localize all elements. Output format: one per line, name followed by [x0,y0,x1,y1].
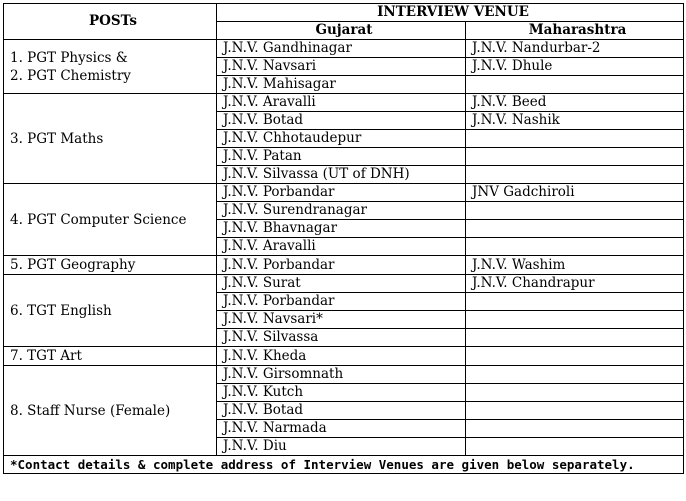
maharashtra-venue [466,220,684,238]
gujarat-venue: J.N.V. Aravalli [217,94,466,112]
maharashtra-venue [466,402,684,420]
maharashtra-venue [466,202,684,220]
table-row [4,94,684,112]
post-cell [4,256,217,275]
gujarat-venue: J.N.V. Silvassa [217,329,466,347]
footnote: *Contact details & complete address of Interview Venues are given below separately. [4,456,684,474]
gujarat-venue: J.N.V. Mahisagar [217,76,466,94]
maharashtra-header: Maharashtra [466,22,684,40]
gujarat-venue: J.N.V. Botad [217,112,466,130]
gujarat-venue: J.N.V. Diu [217,438,466,456]
post-cell [4,275,217,347]
table-row [4,40,684,58]
post-name: 1. PGT Physics & [10,49,128,66]
maharashtra-venue: J.N.V. Nandurbar-2 [466,40,684,58]
maharashtra-venue: J.N.V. Chandrapur [466,275,684,293]
post-cell [4,184,217,256]
maharashtra-venue [466,148,684,166]
gujarat-venue: J.N.V. Kheda [217,347,466,366]
footnote-row [4,456,684,474]
posts-header: POSTs [4,4,217,40]
gujarat-venue: J.N.V. Porbandar [217,184,466,202]
maharashtra-venue [466,166,684,184]
gujarat-venue: J.N.V. Surat [217,275,466,293]
post-name: 3. PGT Maths [10,130,104,147]
gujarat-venue: J.N.V. Kutch [217,384,466,402]
post-name: 6. TGT English [10,302,112,319]
gujarat-venue: J.N.V. Navsari [217,58,466,76]
gujarat-venue: J.N.V. Navsari* [217,311,466,329]
gujarat-venue: J.N.V. Surendranagar [217,202,466,220]
post-name: 5. PGT Geography [10,257,136,273]
maharashtra-venue [466,311,684,329]
maharashtra-venue [466,384,684,402]
maharashtra-venue [466,366,684,384]
gujarat-venue: J.N.V. Bhavnagar [217,220,466,238]
maharashtra-venue [466,347,684,366]
interview-venue-table [3,3,684,474]
table-row [4,275,684,293]
maharashtra-venue [466,420,684,438]
maharashtra-venue [466,438,684,456]
gujarat-venue: J.N.V. Girsomnath [217,366,466,384]
gujarat-venue: J.N.V. Gandhinagar [217,40,466,58]
table-row [4,366,684,384]
post-cell [4,366,217,456]
maharashtra-venue [466,329,684,347]
post-cell [4,94,217,184]
maharashtra-venue: JNV Gadchiroli [466,184,684,202]
maharashtra-venue [466,130,684,148]
post-cell [4,347,217,366]
maharashtra-venue: J.N.V. Beed [466,94,684,112]
gujarat-venue: J.N.V. Narmada [217,420,466,438]
interview-venue-header: INTERVIEW VENUE [217,4,684,22]
table-row [4,256,684,275]
gujarat-venue: J.N.V. Porbandar [217,256,466,275]
gujarat-venue: J.N.V. Porbandar [217,293,466,311]
maharashtra-venue [466,238,684,256]
post-name: 2. PGT Chemistry [10,67,131,84]
post-name: 8. Staff Nurse (Female) [10,402,171,419]
gujarat-venue: J.N.V. Chhotaudepur [217,130,466,148]
gujarat-header: Gujarat [217,22,466,40]
maharashtra-venue: J.N.V. Nashik [466,112,684,130]
post-cell [4,40,217,94]
maharashtra-venue [466,76,684,94]
gujarat-venue: J.N.V. Botad [217,402,466,420]
post-name: 4. PGT Computer Science [10,211,187,228]
post-name: 7. TGT Art [10,348,82,364]
gujarat-venue: J.N.V. Silvassa (UT of DNH) [217,166,466,184]
header-row [4,4,684,22]
table-row [4,347,684,366]
gujarat-venue: J.N.V. Patan [217,148,466,166]
maharashtra-venue: J.N.V. Washim [466,256,684,275]
maharashtra-venue [466,293,684,311]
maharashtra-venue: J.N.V. Dhule [466,58,684,76]
table-body [4,40,684,456]
gujarat-venue: J.N.V. Aravalli [217,238,466,256]
table-row [4,184,684,202]
